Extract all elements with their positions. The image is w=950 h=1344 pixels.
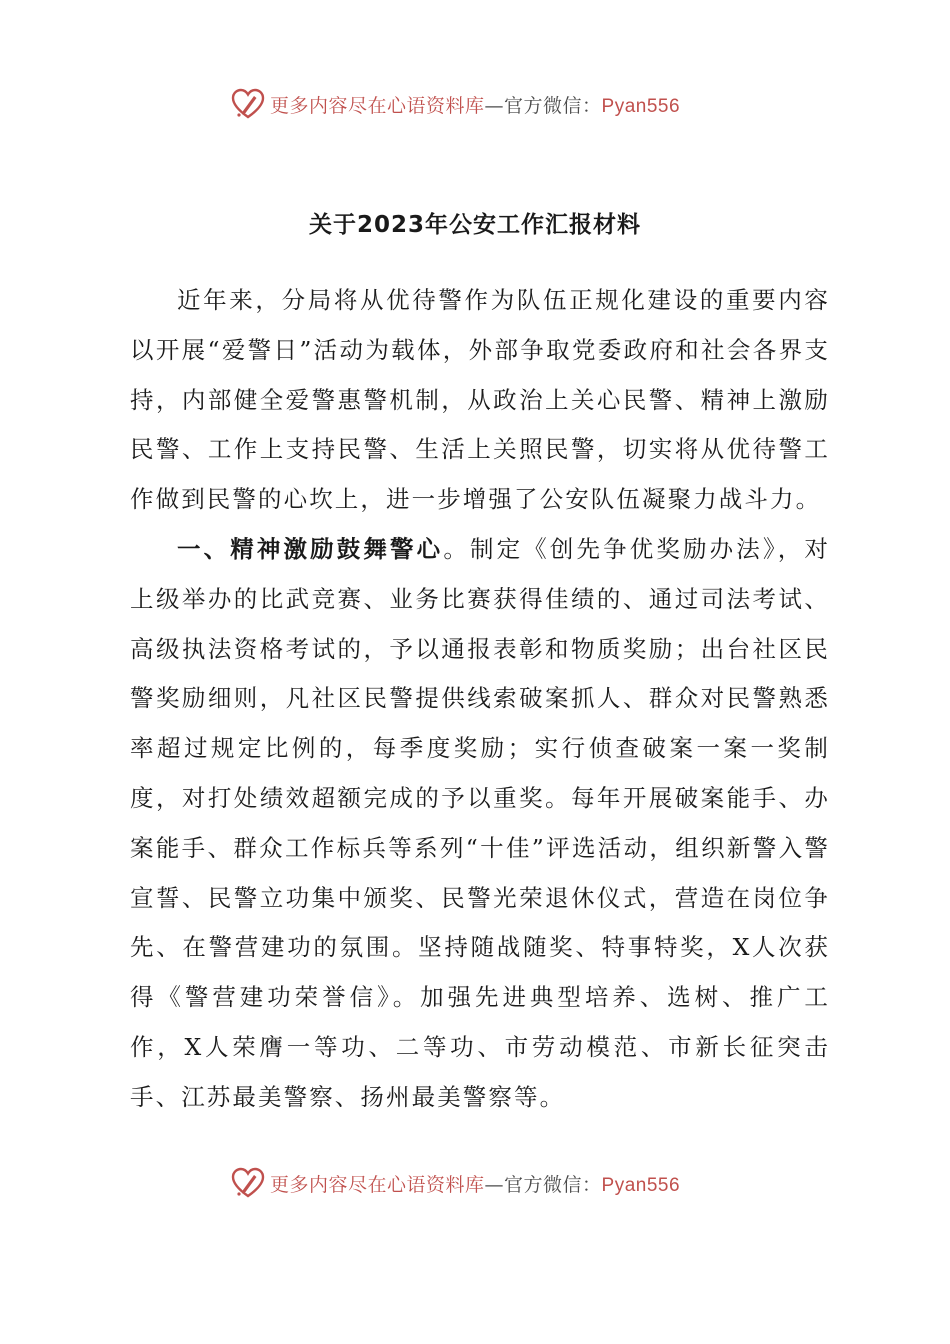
watermark-banner-bottom (230, 1163, 750, 1203)
watermark-brand: 更多内容尽在心语资料库 (270, 94, 485, 117)
pen-heart-logo-icon (230, 86, 266, 122)
watermark-banner-top (230, 84, 750, 124)
watermark-wechat-id: Pyan556 (601, 1174, 681, 1196)
section-1-paragraph (130, 525, 830, 1123)
document-body (130, 276, 830, 1123)
watermark-dash: — (484, 94, 505, 117)
pen-heart-logo-icon (230, 1165, 266, 1201)
watermark-official-label: 官方微信： (504, 1173, 602, 1196)
watermark-wechat-id: Pyan556 (601, 95, 681, 117)
document-title: 关于2023年公安工作汇报材料 (308, 212, 641, 238)
section-1-body: 。制定《创先争优奖励办法》，对上级举办的比武竞赛、业务比赛获得佳绩的、通过司法考试、高级执法资格考试的，予以通报表彰和物质奖励；出台社区民警奖励细则，凡社区民警提供线索破案抓人、群众对民警熟悉率超过规定比例的，每季度奖励；实行侦查破案一案一奖制度，对打处绩效超额完成的予以重奖。每年开展破案能手、办案能手、群众工作标兵等系列“十佳”评选活动，组织新警入警宣誓、民警立功集中颁奖、民警光荣退休仪式，营造在岗位争先、在警营建功的氛围。坚持随战随奖、特事特奖，X人次获得《警营建功荣誉信》。加强先进典型培养、选树、推广工作，X人荣膺一等功、二等功、市劳动模范、市新长征突击手、江苏最美警察、扬州最美警察等。 (130, 534, 830, 1111)
watermark-dash: — (484, 1173, 505, 1196)
section-1-heading: 一、精神激励鼓舞警心 (177, 534, 444, 563)
intro-paragraph: 近年来，分局将从优待警作为队伍正规化建设的重要内容以开展“爱警日”活动为载体，外部争取党委政府和社会各界支持，内部健全爱警惠警机制，从政治上关心民警、精神上激励民警、工作上支持民警、生活上关照民警，切实将从优待警工作做到民警的心坎上，进一步增强了公安队伍凝聚力战斗力。 (130, 286, 830, 514)
watermark-brand: 更多内容尽在心语资料库 (270, 1173, 485, 1196)
watermark-official-label: 官方微信： (504, 94, 602, 117)
